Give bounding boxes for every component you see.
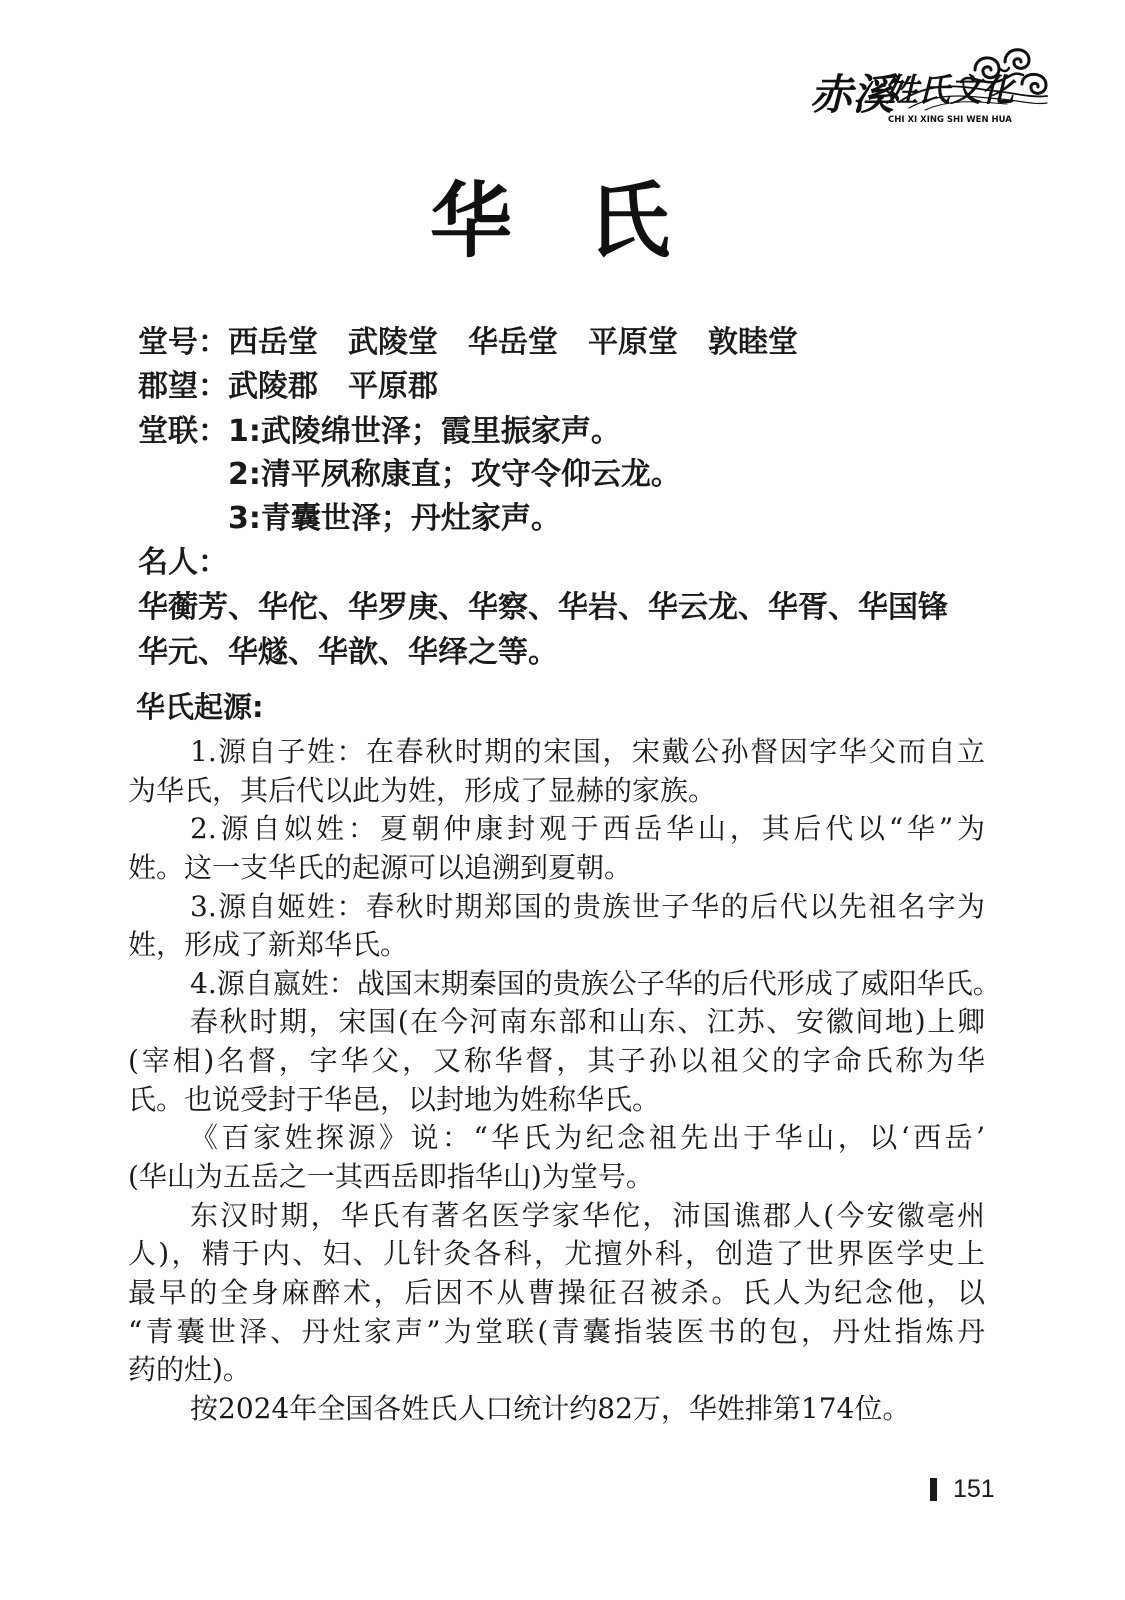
couplet-text: 3:青囊世泽；丹灶家声。 [228,501,561,536]
hall-name: 武陵堂 [348,325,438,360]
text-line: 为华氏，其后代以此为姓，形成了显赫的家族。 [128,773,717,807]
hall-name: 西岳堂 [228,325,318,360]
text-line: 按2024年全国各姓氏人口统计约82万，华姓排第174位。 [190,1391,911,1425]
hall-name: 平原堂 [588,325,678,360]
hall-names-label: 堂号： [138,325,228,360]
text-line: 氏。也说受封于华邑，以封地为姓称华氏。 [128,1082,661,1116]
origin-heading: 华氏起源: [136,690,264,724]
commandery-name: 武陵郡 [228,369,318,404]
celebrities-list: 华蘅芳、华佗、华罗庚、华察、华岩、华云龙、华胥、华国锋 [138,590,948,625]
text-line: 3.源自姬姓：春秋时期郑国的贵族世子华的后代以先祖名字为 [190,889,985,923]
text-line: 最早的全身麻醉术，后因不从曹操征召被杀。氏人为纪念他，以 [128,1275,985,1309]
page-number: 151 [953,1475,995,1503]
couplet-text: 1:武陵绵世泽；霞里振家声。 [228,414,621,449]
couplet-text: 2:清平夙称康直；攻守令仰云龙。 [228,457,681,492]
paragraph [128,1003,985,1119]
paragraph [128,733,985,810]
celebrities-label: 名人： [138,545,228,580]
logo-text-main: 赤溪 [810,70,895,119]
paragraph [128,888,985,965]
text-line: 春秋时期，宋国(在今河南东部和山东、江苏、安徽间地)上卿 [190,1005,985,1039]
text-line: 东汉时期，华氏有著名医学家华佗，沛国谯郡人(今安徽亳州 [190,1198,985,1232]
text-line: (华山为五岳之一其西岳即指华山)为堂号。 [128,1160,654,1194]
text-line: 药的灶)。 [128,1353,251,1387]
text-line: 4.源自嬴姓：战国末期秦国的贵族公子华的后代形成了威阳华氏。 [190,966,1001,1000]
celebrities-list: 华元、华燧、华歆、华绎之等。 [138,635,558,670]
commandery-row [138,365,438,409]
logo-text-sub: 姓氏文化 [886,71,1015,109]
text-line: 人)，精于内、妇、儿针灸各科，尤擅外科，创造了世界医学史上 [128,1237,985,1271]
page-number-bar [930,1478,937,1501]
paragraph [128,1197,985,1390]
brand-logo [800,36,1050,136]
paragraph [128,1119,985,1196]
hall-name: 敦睦堂 [708,325,798,360]
logo-pinyin: CHI XI XING SHI WEN HUA [888,115,1012,125]
hall-name: 华岳堂 [468,325,558,360]
paragraph [128,1390,985,1429]
text-line: (宰相)名督，字华父，又称华督，其子孙以祖父的字命氏称为华 [128,1044,985,1078]
text-line: 姓。这一支华氏的起源可以追溯到夏朝。 [128,850,633,884]
text-line: 1.源自子姓：在春秋时期的宋国，宋戴公孙督因字华父而自立 [190,735,985,768]
hall-names-row [138,321,798,365]
text-line: 姓，形成了新郑华氏。 [128,928,409,962]
couplet-row [138,410,621,454]
text-line: 2.源自姒姓：夏朝仲康封观于西岳华山，其后代以“华”为 [190,812,985,846]
origin-body [128,733,1001,1429]
commandery-label: 郡望： [138,369,228,404]
couplet-label: 堂联： [138,414,228,449]
paragraph [128,810,985,887]
text-line: 《百家姓探源》说：“华氏为纪念祖先出于华山，以‘西岳’ [190,1121,985,1155]
page-title: 华氏 [430,173,747,269]
paragraph [128,965,1001,1004]
text-line: “青囊世泽、丹灶家声”为堂联(青囊指装医书的包，丹灶指炼丹 [128,1314,985,1348]
commandery-name: 平原郡 [348,369,438,404]
